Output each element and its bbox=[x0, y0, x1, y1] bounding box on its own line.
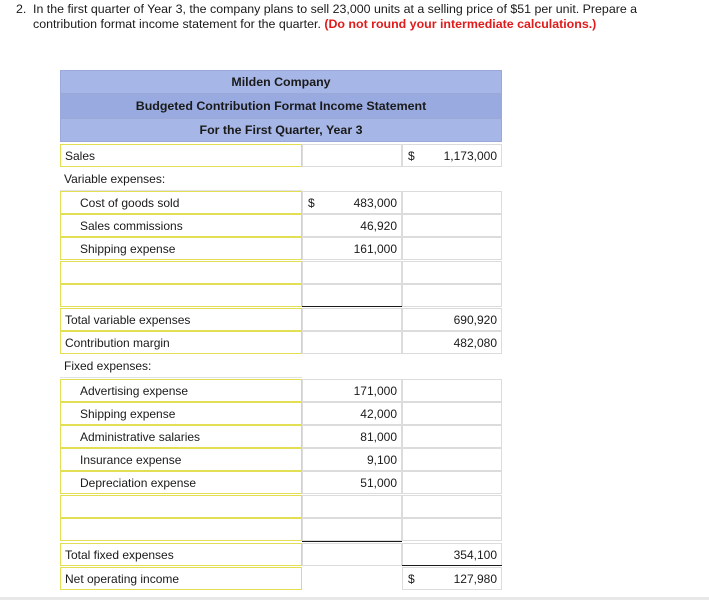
blank-row bbox=[60, 518, 502, 541]
empty-right-cell[interactable] bbox=[402, 379, 502, 402]
cogs-amount-field[interactable]: $ 483,000 bbox=[302, 191, 402, 214]
variable-expense-row bbox=[60, 191, 502, 214]
sales-commissions-amount-field[interactable]: 46,920 bbox=[302, 214, 402, 237]
blank-row bbox=[60, 495, 502, 518]
sales-row bbox=[60, 144, 502, 167]
blank-label-field[interactable] bbox=[60, 495, 302, 518]
contribution-margin-row bbox=[60, 331, 502, 354]
fixed-expenses-header-row bbox=[60, 355, 502, 378]
empty-right-cell[interactable] bbox=[402, 214, 502, 237]
advertising-amount-field[interactable]: 171,000 bbox=[302, 379, 402, 402]
noi-label-field[interactable]: Net operating income bbox=[60, 567, 302, 590]
total-variable-label-field[interactable]: Total variable expenses bbox=[60, 308, 302, 331]
empty-right-cell[interactable] bbox=[402, 448, 502, 471]
empty-mid-cell[interactable] bbox=[302, 543, 402, 566]
blank-amount-field[interactable] bbox=[302, 261, 402, 284]
statement-title: Budgeted Contribution Format Income Statement bbox=[60, 94, 502, 118]
fixed-expense-row bbox=[60, 425, 502, 448]
empty-right-cell[interactable] bbox=[402, 284, 502, 307]
sales-label-field[interactable]: Sales bbox=[60, 144, 302, 167]
fixed-expenses-label: Fixed expenses: bbox=[64, 359, 152, 373]
cogs-label-field[interactable]: Cost of goods sold bbox=[60, 191, 302, 214]
empty-right-cell[interactable] bbox=[402, 237, 502, 260]
insurance-label-field[interactable]: Insurance expense bbox=[60, 448, 302, 471]
admin-salaries-label-field[interactable]: Administrative salaries bbox=[60, 425, 302, 448]
contribution-margin-amount-field[interactable]: 482,080 bbox=[402, 331, 502, 354]
currency-symbol: $ bbox=[408, 149, 415, 163]
blank-label-field[interactable] bbox=[60, 284, 302, 307]
net-operating-income-row bbox=[60, 567, 502, 590]
statement-period: For the First Quarter, Year 3 bbox=[60, 118, 502, 142]
empty-mid-cell[interactable] bbox=[302, 331, 402, 354]
empty-right-cell[interactable] bbox=[402, 471, 502, 494]
empty-right-cell[interactable] bbox=[402, 495, 502, 518]
variable-expenses-label: Variable expenses: bbox=[64, 172, 166, 186]
fixed-expense-row bbox=[60, 402, 502, 425]
empty-right-cell[interactable] bbox=[402, 425, 502, 448]
total-fixed-label-field[interactable]: Total fixed expenses bbox=[60, 543, 302, 566]
subtotal-rule bbox=[302, 306, 402, 307]
sales-commissions-label-field[interactable]: Sales commissions bbox=[60, 214, 302, 237]
fixed-expense-row bbox=[60, 379, 502, 402]
admin-salaries-amount-field[interactable]: 81,000 bbox=[302, 425, 402, 448]
bottom-divider bbox=[0, 597, 709, 600]
insurance-amount-field[interactable]: 9,100 bbox=[302, 448, 402, 471]
blank-row bbox=[60, 284, 502, 307]
variable-expenses-header-row bbox=[60, 168, 502, 191]
sales-mid-cell[interactable] bbox=[302, 144, 402, 167]
depreciation-amount-field[interactable]: 51,000 bbox=[302, 471, 402, 494]
noi-amount-field[interactable]: $ 127,980 bbox=[402, 567, 502, 590]
rounding-note: (Do not round your intermediate calculations.) bbox=[324, 16, 597, 31]
fixed-shipping-label-field[interactable]: Shipping expense bbox=[60, 402, 302, 425]
blank-amount-field[interactable] bbox=[302, 518, 402, 541]
total-fixed-row bbox=[60, 543, 502, 566]
blank-label-field[interactable] bbox=[60, 518, 302, 541]
fixed-expense-row bbox=[60, 471, 502, 494]
empty-mid-cell bbox=[302, 567, 402, 590]
empty-right-cell[interactable] bbox=[402, 261, 502, 284]
variable-expense-row bbox=[60, 237, 502, 260]
total-fixed-amount-field[interactable]: 354,100 bbox=[402, 543, 502, 566]
fixed-expense-row bbox=[60, 448, 502, 471]
question-text: In the first quarter of Year 3, the company plans to sell 23,000 units at a selling price of $51 per unit. Prepare a contribution format income statement for the quarter. bbox=[33, 2, 638, 31]
question-number: 2. bbox=[16, 2, 27, 16]
advertising-label-field[interactable]: Advertising expense bbox=[60, 379, 302, 402]
variable-shipping-label-field[interactable]: Shipping expense bbox=[60, 237, 302, 260]
depreciation-label-field[interactable]: Depreciation expense bbox=[60, 471, 302, 494]
variable-shipping-amount-field[interactable]: 161,000 bbox=[302, 237, 402, 260]
fixed-shipping-amount-field[interactable]: 42,000 bbox=[302, 402, 402, 425]
currency-symbol: $ bbox=[308, 196, 315, 210]
sales-amount-field[interactable]: $ 1,173,000 bbox=[402, 144, 502, 167]
total-rule bbox=[402, 565, 502, 566]
total-variable-row bbox=[60, 308, 502, 331]
contribution-margin-label-field[interactable]: Contribution margin bbox=[60, 331, 302, 354]
empty-right-cell[interactable] bbox=[402, 402, 502, 425]
blank-amount-field[interactable] bbox=[302, 495, 402, 518]
company-name: Milden Company bbox=[60, 70, 502, 94]
income-statement bbox=[60, 70, 502, 592]
question-prompt bbox=[16, 2, 696, 31]
empty-right-cell[interactable] bbox=[402, 518, 502, 541]
variable-expense-row bbox=[60, 214, 502, 237]
empty-right-cell[interactable] bbox=[402, 191, 502, 214]
total-variable-amount-field[interactable]: 690,920 bbox=[402, 308, 502, 331]
blank-row bbox=[60, 261, 502, 284]
empty-mid-cell[interactable] bbox=[302, 308, 402, 331]
currency-symbol: $ bbox=[408, 572, 415, 586]
blank-label-field[interactable] bbox=[60, 261, 302, 284]
subtotal-rule bbox=[302, 541, 402, 542]
blank-amount-field[interactable] bbox=[302, 284, 402, 307]
